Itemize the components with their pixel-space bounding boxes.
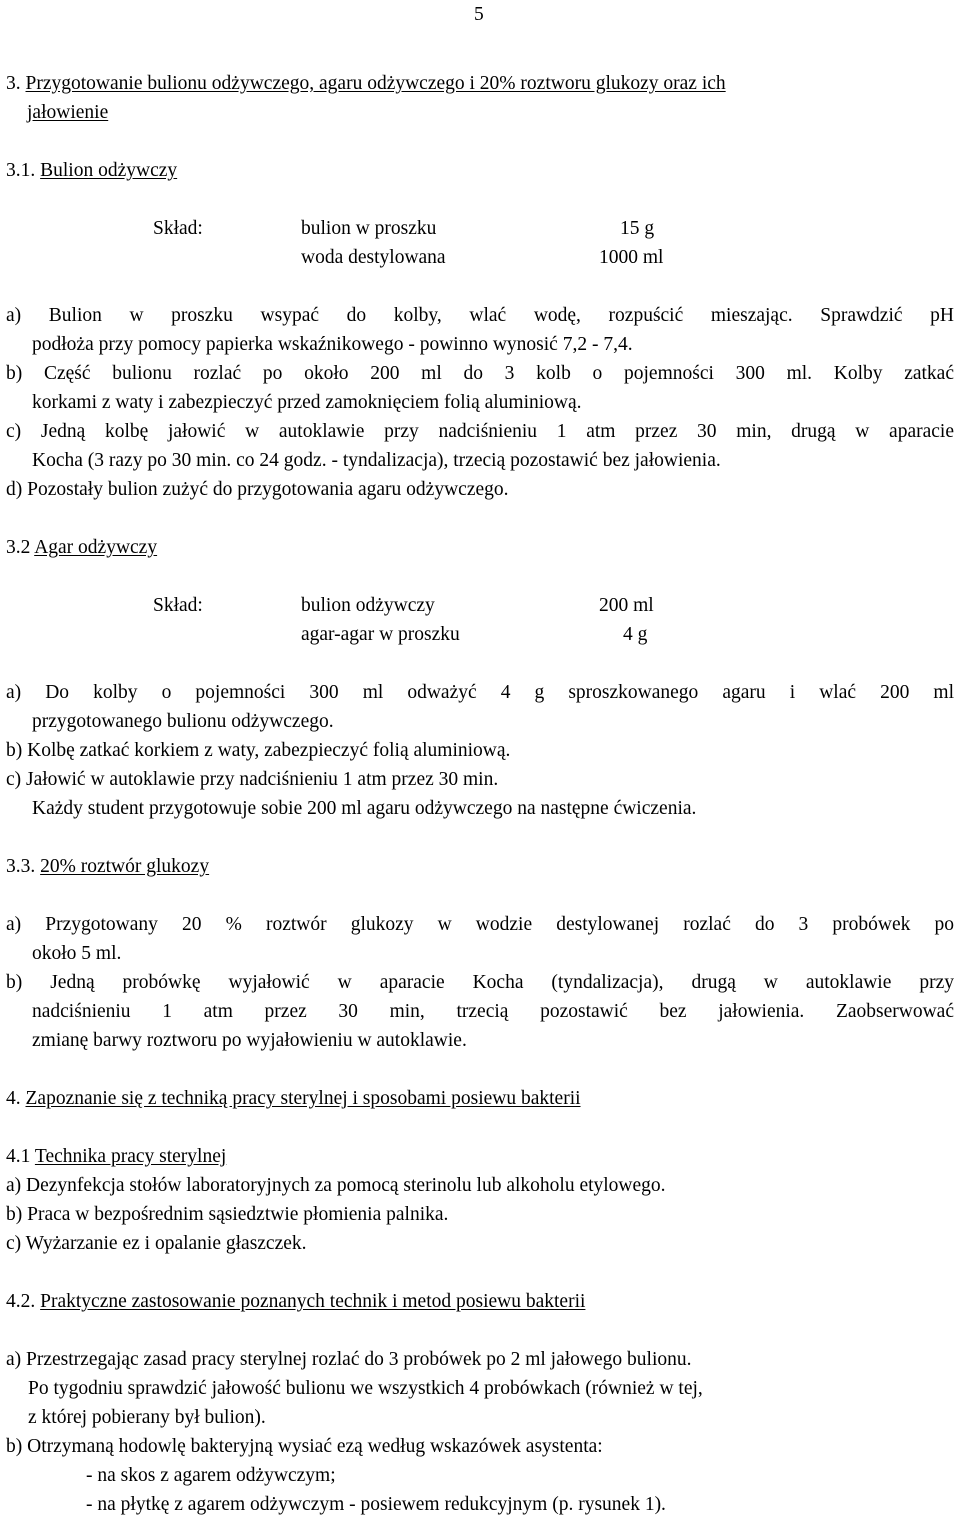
subsection-3-2-heading	[6, 533, 157, 562]
s31-paragraph-line: korkami z waty i zabezpieczyć przed zamoknięciem folią aluminiową.	[32, 392, 582, 413]
section-3-heading	[6, 69, 726, 98]
s32-paragraph-line: przygotowanego bulionu odżywczego.	[32, 711, 334, 732]
subsection-3-1-number: 3.1.	[6, 160, 36, 181]
s33-paragraph-line: zmianę barwy roztworu po wyjałowieniu w autoklawie.	[32, 1030, 467, 1051]
s32-ingredient-amount: 4 g	[623, 624, 648, 645]
s31-paragraph-line: b) Część bulionu rozlać po około 200 ml do 3 kolb o pojemności 300 ml. Kolby zatkać	[6, 363, 954, 384]
s42-paragraph-line: b) Otrzymaną hodowlę bakteryjną wysiać ezą według wskazówek asystenta:	[6, 1436, 603, 1457]
s31-ingredient-amount: 1000 ml	[599, 247, 664, 268]
subsection-4-1-title: Technika pracy sterylnej	[34, 1146, 227, 1167]
s32-paragraph-line: c) Jałowić w autoklawie przy nadciśnieniu 1 atm przez 30 min.	[6, 769, 499, 790]
subsection-3-1-heading	[6, 156, 177, 185]
s31-paragraph-line: podłoża przy pomocy papierka wskaźnikowego - powinno wynosić 7,2 - 7,4.	[32, 334, 633, 355]
s41-list-item: c) Wyżarzanie ez i opalanie głaszczek.	[6, 1233, 307, 1254]
s42-paragraph-line: z której pobierany był bulion).	[28, 1407, 266, 1428]
section-4-title: Zapoznanie się z techniką pracy sterylnej i sposobami posiewu bakterii	[25, 1088, 581, 1109]
subsection-3-3-number: 3.3.	[6, 856, 36, 877]
s42-paragraph-line: a) Przestrzegając zasad pracy sterylnej rozlać do 3 probówek po 2 ml jałowego bulionu.	[6, 1349, 692, 1370]
s41-list-item: b) Praca w bezpośrednim sąsiedztwie płomienia palnika.	[6, 1204, 449, 1225]
s32-paragraph-line: a) Do kolby o pojemności 300 ml odważyć 4 g sproszkowanego agaru i wlać 200 ml	[6, 682, 954, 703]
s32-ingredient-name: agar-agar w proszku	[301, 624, 460, 645]
subsection-3-2-number: 3.2	[6, 537, 31, 558]
s42-dash-item: - na płytkę z agarem odżywczym - posiewem redukcyjnym (p. rysunek 1).	[86, 1494, 666, 1515]
section-3-number: 3.	[6, 73, 21, 94]
page-number: 5	[474, 4, 484, 25]
s31-paragraph-line: a) Bulion w proszku wsypać do kolby, wlać wodę, rozpuścić mieszając. Sprawdzić pH	[6, 305, 954, 326]
section-3-title-line2: jałowienie	[27, 102, 109, 123]
s33-paragraph-line: około 5 ml.	[32, 943, 122, 964]
s33-paragraph-line: a) Przygotowany 20 % roztwór glukozy w wodzie destylowanej rozlać do 3 probówek po	[6, 914, 954, 935]
s31-ingredient-amount: 15 g	[620, 218, 655, 239]
s31-sklad-label: Skład:	[153, 218, 203, 239]
subsection-4-2-heading	[6, 1287, 585, 1316]
s31-paragraph-line: c) Jedną kolbę jałowić w autoklawie przy nadciśnieniu 1 atm przez 30 min, drugą w aparacie	[6, 421, 954, 442]
s32-paragraph-line: Każdy student przygotowuje sobie 200 ml agaru odżywczego na następne ćwiczenia.	[32, 798, 697, 819]
section-4-heading	[6, 1084, 581, 1113]
s32-paragraph-line: b) Kolbę zatkać korkiem z waty, zabezpieczyć folią aluminiową.	[6, 740, 511, 761]
s33-paragraph-line: b) Jedną probówkę wyjałowić w aparacie Kocha (tyndalizacja), drugą w autoklawie przy	[6, 972, 954, 993]
section-3-title-line1: Przygotowanie bulionu odżywczego, agaru odżywczego i 20% roztworu glukozy oraz ich	[25, 73, 726, 94]
s41-list-item: a) Dezynfekcja stołów laboratoryjnych za pomocą sterinolu lub alkoholu etylowego.	[6, 1175, 666, 1196]
s42-paragraph-line: Po tygodniu sprawdzić jałowość bulionu we wszystkich 4 probówkach (również w tej,	[28, 1378, 703, 1399]
s32-ingredient-name: bulion odżywczy	[301, 595, 435, 616]
s31-paragraph-line: d) Pozostały bulion zużyć do przygotowania agaru odżywczego.	[6, 479, 509, 500]
subsection-3-3-heading	[6, 852, 209, 881]
s42-dash-item: - na skos z agarem odżywczym;	[86, 1465, 336, 1486]
subsection-4-2-number: 4.2.	[6, 1291, 36, 1312]
s33-paragraph-line: nadciśnieniu 1 atm przez 30 min, trzecią pozostawić bez jałowienia. Zaobserwować	[32, 1001, 954, 1022]
s32-ingredient-amount: 200 ml	[599, 595, 654, 616]
subsection-3-1-title: Bulion odżywczy	[40, 160, 178, 181]
s32-sklad-label: Skład:	[153, 595, 203, 616]
subsection-4-1-heading	[6, 1142, 226, 1171]
subsection-3-3-title: 20% roztwór glukozy	[40, 856, 210, 877]
section-4-number: 4.	[6, 1088, 21, 1109]
s31-ingredient-name: bulion w proszku	[301, 218, 437, 239]
s31-ingredient-name: woda destylowana	[301, 247, 446, 268]
subsection-4-2-title: Praktyczne zastosowanie poznanych technik i metod posiewu bakterii	[40, 1291, 586, 1312]
s31-paragraph-line: Kocha (3 razy po 30 min. co 24 godz. - tyndalizacja), trzecią pozostawić bez jałowienia.	[32, 450, 721, 471]
subsection-3-2-title: Agar odżywczy	[34, 537, 158, 558]
subsection-4-1-number: 4.1	[6, 1146, 31, 1167]
